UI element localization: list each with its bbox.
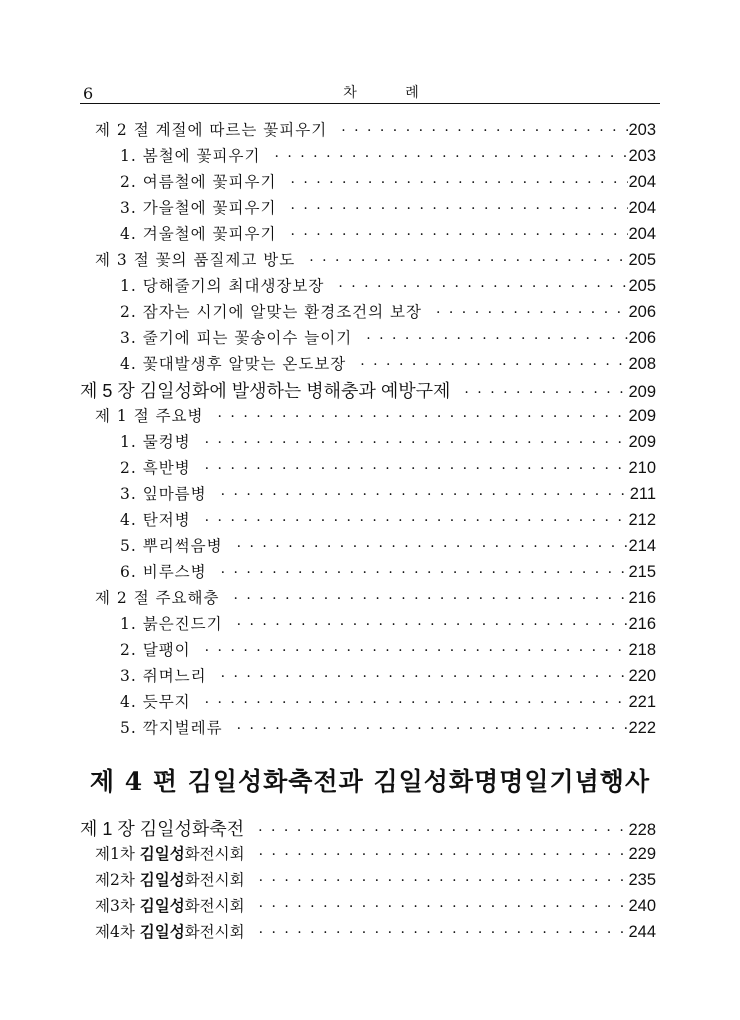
toc-section-entry[interactable]: [95, 118, 656, 142]
toc-entry-page: 210: [628, 459, 656, 477]
toc-entry-page: 205: [628, 251, 656, 269]
toc-entry-label: 제 3 절 꽃의 품질제고 방도: [95, 251, 296, 269]
page-number: 6: [83, 84, 94, 103]
toc-entry-label: 3. 쥐며느리: [120, 667, 207, 685]
toc-entry-page: 216: [628, 615, 656, 633]
dot-leader: [207, 487, 630, 503]
dot-leader: [191, 513, 629, 529]
round-suffix: 화전시회: [184, 871, 245, 889]
toc-chapter-entry[interactable]: [80, 815, 656, 839]
toc-entry-label: 제 1 절 주요병: [95, 407, 204, 425]
toc-entry-label: 1. 물컹병: [120, 433, 191, 451]
toc-item-entry[interactable]: [120, 690, 656, 714]
dot-leader: [219, 591, 628, 607]
dot-leader: [352, 331, 628, 347]
toc-entry-label: 4. 겨울철에 꽃피우기: [120, 225, 277, 243]
dot-leader: [295, 253, 628, 269]
toc-entry-page: 229: [628, 845, 656, 863]
toc-round-entry[interactable]: [95, 868, 656, 892]
toc-round-entry[interactable]: [95, 920, 656, 944]
dot-leader: [327, 123, 628, 139]
toc-entry-page: 240: [628, 897, 656, 915]
dot-leader: [422, 305, 628, 321]
toc-entry-page: 209: [628, 433, 656, 451]
toc-entry-page: 218: [628, 641, 656, 659]
toc-entry-label: 제 5 장 김일성화에 발생하는 병해충과 예방구제: [80, 381, 451, 401]
toc-entry-label: 2. 달팽이: [120, 641, 191, 659]
toc-entry-page: 228: [628, 821, 656, 839]
toc-entry-label: 4. 듯무지: [120, 693, 191, 711]
toc-entry-label: 제 2 절 계절에 따르는 꽃피우기: [95, 121, 328, 139]
toc-entry-page: 205: [628, 277, 656, 295]
dot-leader: [260, 149, 628, 165]
dot-leader: [245, 899, 629, 915]
toc-item-entry[interactable]: [120, 456, 656, 480]
toc-item-entry[interactable]: [120, 508, 656, 532]
toc-entry-label: [95, 842, 245, 864]
toc-entry-label: 제 1 장 김일성화축전: [80, 819, 245, 839]
toc-entry-label: 5. 뿌리썩음병: [120, 537, 223, 555]
toc-entry-page: 208: [628, 355, 656, 373]
toc-entry-label: 2. 잠자는 시기에 알맞는 환경조건의 보장: [120, 303, 422, 321]
toc-entry-page: 214: [628, 537, 656, 555]
round-suffix: 화전시회: [184, 845, 245, 863]
toc-round-entry[interactable]: [95, 894, 656, 918]
dot-leader: [276, 227, 628, 243]
dot-leader: [207, 565, 629, 581]
toc-entry-page: 221: [628, 693, 656, 711]
toc-item-entry[interactable]: [120, 274, 656, 298]
dot-leader: [191, 461, 629, 477]
toc-item-entry[interactable]: [120, 222, 656, 246]
round-prefix: 제2차: [95, 871, 140, 889]
dot-leader: [245, 925, 629, 941]
toc-section-entry[interactable]: [95, 248, 656, 272]
toc-entry-page: 235: [628, 871, 656, 889]
toc-item-entry[interactable]: [120, 612, 656, 636]
toc-item-entry[interactable]: [120, 716, 656, 740]
toc-item-entry[interactable]: [120, 300, 656, 324]
toc-entry-page: 220: [628, 667, 656, 685]
toc-entry-label: 4. 꽃대발생후 알맞는 온도보장: [120, 355, 347, 373]
round-prefix: 제4차: [95, 923, 140, 941]
dot-leader: [191, 643, 629, 659]
toc-item-entry[interactable]: [120, 326, 656, 350]
toc-entry-page: 215: [628, 563, 656, 581]
toc-entry-label: 2. 여름철에 꽃피우기: [120, 173, 277, 191]
round-name: 김일성: [139, 896, 185, 915]
dot-leader: [276, 175, 628, 191]
running-header-title: 차 례: [343, 85, 441, 101]
toc-entry-page: 209: [628, 407, 656, 425]
toc-entry-label: [95, 894, 245, 916]
toc-entry-page: 206: [628, 329, 656, 347]
toc-entry-label: 3. 줄기에 피는 꽃송이수 늘이기: [120, 329, 353, 347]
toc-item-entry[interactable]: [120, 144, 656, 168]
round-suffix: 화전시회: [184, 897, 245, 915]
toc-entry-label: 1. 봄철에 꽃피우기: [120, 147, 261, 165]
toc-entry-label: 1. 붉은진드기: [120, 615, 223, 633]
toc-entry-page: 204: [628, 225, 656, 243]
toc-entry-page: 204: [628, 199, 656, 217]
toc-entry-label: 2. 흑반병: [120, 459, 191, 477]
toc-entry-label: 6. 비루스병: [120, 563, 207, 581]
toc-section-entry[interactable]: [95, 404, 656, 428]
dot-leader: [450, 385, 628, 401]
part-heading: 제 4 편 김일성화축전과 김일성화명명일기념행사: [89, 767, 651, 796]
dot-leader: [223, 721, 629, 737]
toc-item-entry[interactable]: [120, 170, 656, 194]
toc-entry-page: 212: [628, 511, 656, 529]
toc-entry-page: 203: [628, 121, 656, 139]
toc-item-entry[interactable]: [120, 482, 656, 506]
round-name: 김일성: [139, 922, 185, 941]
toc-item-entry[interactable]: [120, 196, 656, 220]
toc-entry-page: 211: [629, 485, 656, 503]
dot-leader: [191, 435, 629, 451]
toc-item-entry[interactable]: [120, 352, 656, 376]
toc-entry-label: 1. 당해줄기의 최대생장보장: [120, 277, 325, 295]
toc-entry-page: 209: [628, 383, 656, 401]
toc-item-entry[interactable]: [120, 534, 656, 558]
toc-entry-label: 제 2 절 주요해충: [95, 589, 220, 607]
toc-entry-label: 3. 가을철에 꽃피우기: [120, 199, 277, 217]
round-suffix: 화전시회: [184, 923, 245, 941]
dot-leader: [244, 823, 628, 839]
toc-entry-page: 204: [628, 173, 656, 191]
toc-entry-page: 203: [628, 147, 656, 165]
toc-item-entry[interactable]: [120, 560, 656, 584]
dot-leader: [204, 409, 629, 425]
dot-leader: [223, 617, 629, 633]
toc-entry-page: 222: [628, 719, 656, 737]
toc-item-entry[interactable]: [120, 430, 656, 454]
toc-item-entry[interactable]: [120, 638, 656, 662]
toc-section-entry[interactable]: [95, 586, 656, 610]
toc-entry-page: 244: [628, 923, 656, 941]
dot-leader: [245, 847, 629, 863]
dot-leader: [276, 201, 628, 217]
toc-entry-label: 5. 깍지벌레류: [120, 719, 223, 737]
dot-leader: [207, 669, 629, 685]
toc-entry-label: 3. 잎마름병: [120, 485, 207, 503]
toc-item-entry[interactable]: [120, 664, 656, 688]
toc-chapter-entry[interactable]: [80, 377, 656, 401]
dot-leader: [346, 357, 628, 373]
round-name: 김일성: [139, 844, 185, 863]
dot-leader: [223, 539, 629, 555]
round-prefix: 제3차: [95, 897, 140, 915]
toc-entry-label: [95, 868, 245, 890]
toc-round-entry[interactable]: [95, 842, 656, 866]
dot-leader: [245, 873, 629, 889]
toc-entry-label: 4. 탄저병: [120, 511, 191, 529]
dot-leader: [324, 279, 628, 295]
round-prefix: 제1차: [95, 845, 140, 863]
toc-entry-label: [95, 920, 245, 942]
round-name: 김일성: [139, 870, 185, 889]
dot-leader: [191, 695, 629, 711]
header-rule: [80, 103, 660, 104]
toc-entry-page: 216: [628, 589, 656, 607]
toc-entry-page: 206: [628, 303, 656, 321]
